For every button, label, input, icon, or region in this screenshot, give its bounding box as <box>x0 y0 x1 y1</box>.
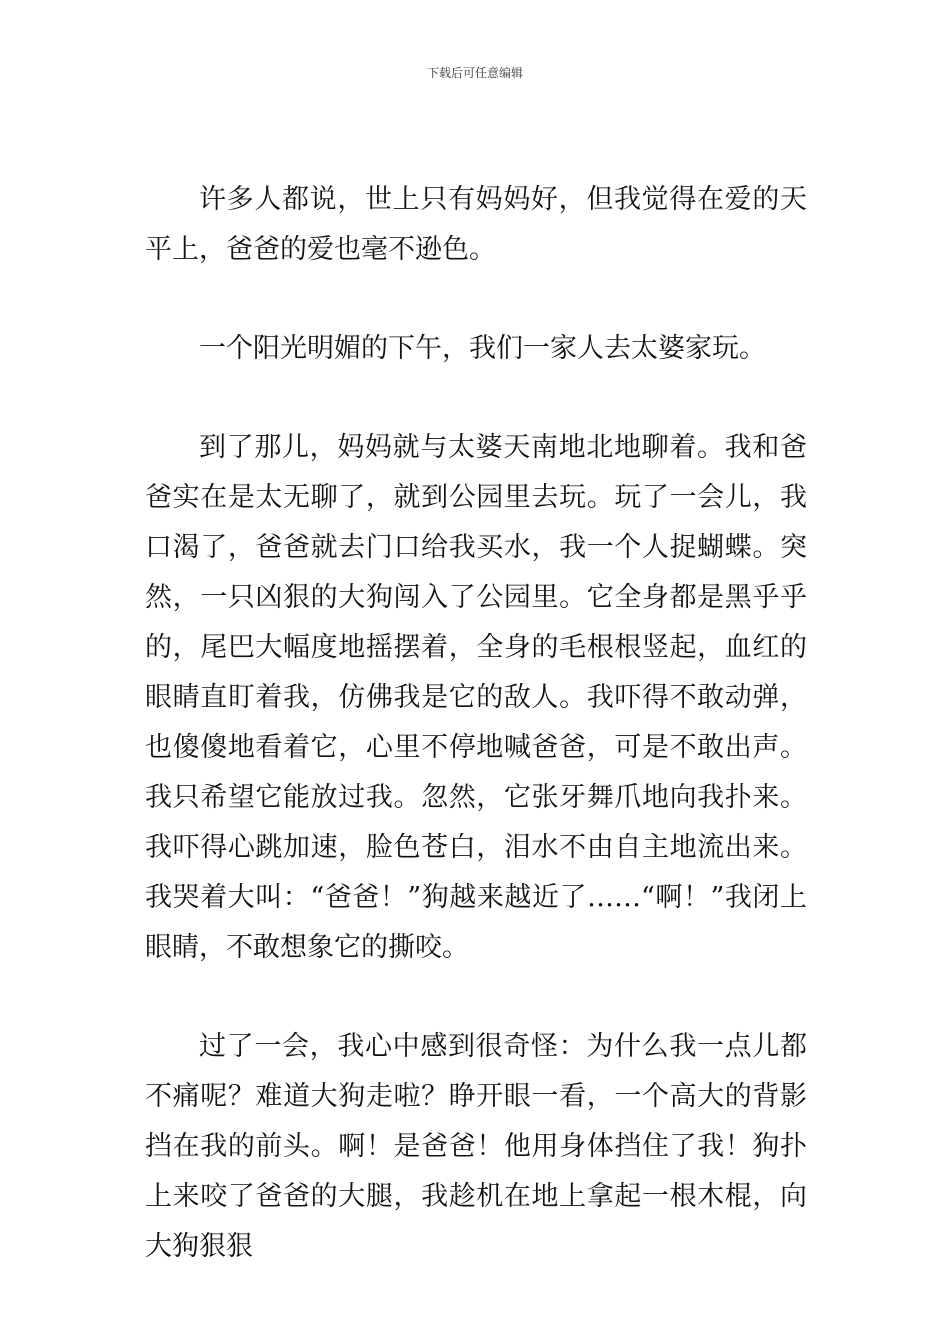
paragraph-1: 许多人都说，世上只有妈妈好，但我觉得在爱的天平上，爸爸的爱也毫不逊色。 <box>145 184 807 265</box>
paragraph-2: 一个阳光明媚的下午，我们一家人去太婆家玩。 <box>199 333 766 364</box>
paragraph-3: 到了那儿，妈妈就与太婆天南地北地聊着。我和爸爸实在是太无聊了，就到公园里去玩。玩了一会儿，我口渴了，爸爸就去门口给我买水，我一个人捉蝴蝶。突然，一只凶狠的大狗闯入了公园里。它全身都是黑乎乎的，尾巴大幅度地摇摆着，全身的毛根根竖起，血红的眼睛直盯着我，仿佛我是它的敌人。我吓得不敢动弹，也傻傻地看着它，心里不停地喊爸爸，可是不敢出声。我只希望它能放过我。忽然，它张牙舞爪地向我扑来。我吓得心跳加速，脸色苍白，泪水不由自主地流出来。我哭着大叫：“爸爸！”狗越来越近了……“啊！”我闭上眼睛，不敢想象它的撕咬。 <box>145 432 807 963</box>
page-header: 下载后可任意编辑 <box>426 66 523 80</box>
paragraph-4: 过了一会，我心中感到很奇怪：为什么我一点儿都不痛呢？难道大狗走啦？睁开眼一看，一个高大的背影挡在我的前头。啊！是爸爸！他用身体挡住了我！狗扑上来咬了爸爸的大腿，我趁机在地上拿起一根木棍，向大狗狠狠 <box>145 1031 807 1262</box>
document-body <box>145 175 807 1321</box>
